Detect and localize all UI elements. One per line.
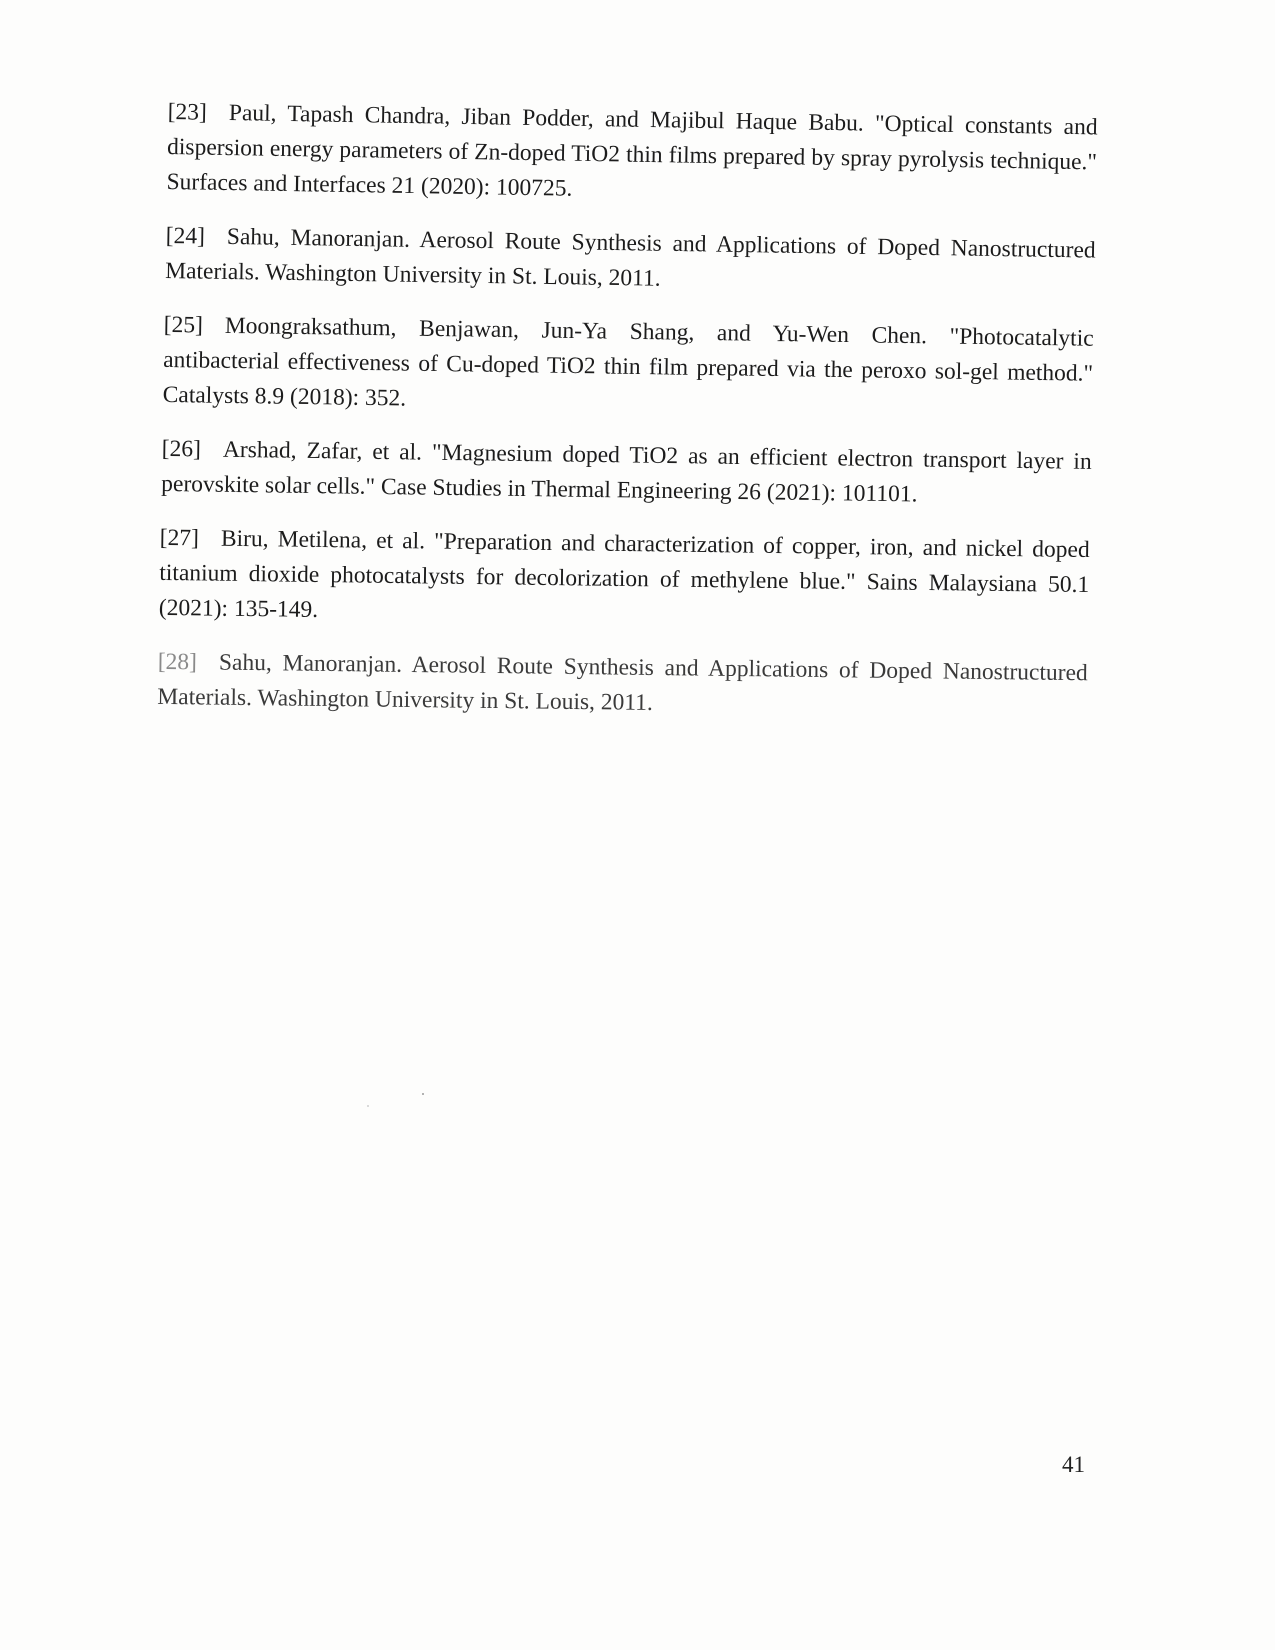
reference-item xyxy=(159,521,1090,638)
reference-number: [28] xyxy=(157,648,198,676)
reference-number: [27] xyxy=(159,524,200,552)
reference-item xyxy=(157,645,1088,726)
reference-text: Moongraksathum, Benjawan, Jun-Ya Shang, and Yu-Wen Chen. "Photocatalytic antibacterial effectiveness of Cu-doped TiO2 thin film prepared via the peroxo sol-gel method." Catalysts 8.9 (2018): 352. xyxy=(162,312,1094,412)
reference-item xyxy=(165,219,1096,304)
reference-item xyxy=(166,95,1098,215)
scan-speck xyxy=(367,1105,369,1107)
reference-text: Arshad, Zafar, et al. "Magnesium doped TiO2 as an efficient electron transport layer in perovskite solar cells." Case Studies in Thermal Engineering 26 (2021): 101101. xyxy=(161,436,1092,508)
reference-text: Sahu, Manoranjan. Aerosol Route Synthesis and Applications of Doped Nanostructured Materials. Washington University in St. Louis, 2011. xyxy=(157,649,1088,716)
reference-text: Biru, Metilena, et al. "Preparation and characterization of copper, iron, and nickel doped titanium dioxide photocatalysts for decolorization of methylene blue." Sains Malaysiana 50.1 (2021): 135-149. xyxy=(158,525,1090,623)
reference-number: [25] xyxy=(163,311,204,339)
reference-number: [26] xyxy=(161,435,202,463)
reference-list xyxy=(157,95,1098,734)
reference-text: Sahu, Manoranjan. Aerosol Route Synthesis and Applications of Doped Nanostructured Materials. Washington University in St. Louis, 2011. xyxy=(164,223,1096,292)
reference-number: [24] xyxy=(165,222,206,250)
page-number: 41 xyxy=(1062,1452,1085,1477)
reference-item xyxy=(162,308,1093,427)
reference-item xyxy=(161,432,1092,515)
reference-text: Paul, Tapash Chandra, Jiban Podder, and Majibul Haque Babu. "Optical constants and dispersion energy parameters of Zn-doped TiO2 thin films prepared by spray pyrolysis technique." Surfaces and Interfaces 21 (2020): 100725. xyxy=(166,100,1098,202)
scan-speck xyxy=(422,1093,424,1095)
reference-number: [23] xyxy=(167,98,208,126)
